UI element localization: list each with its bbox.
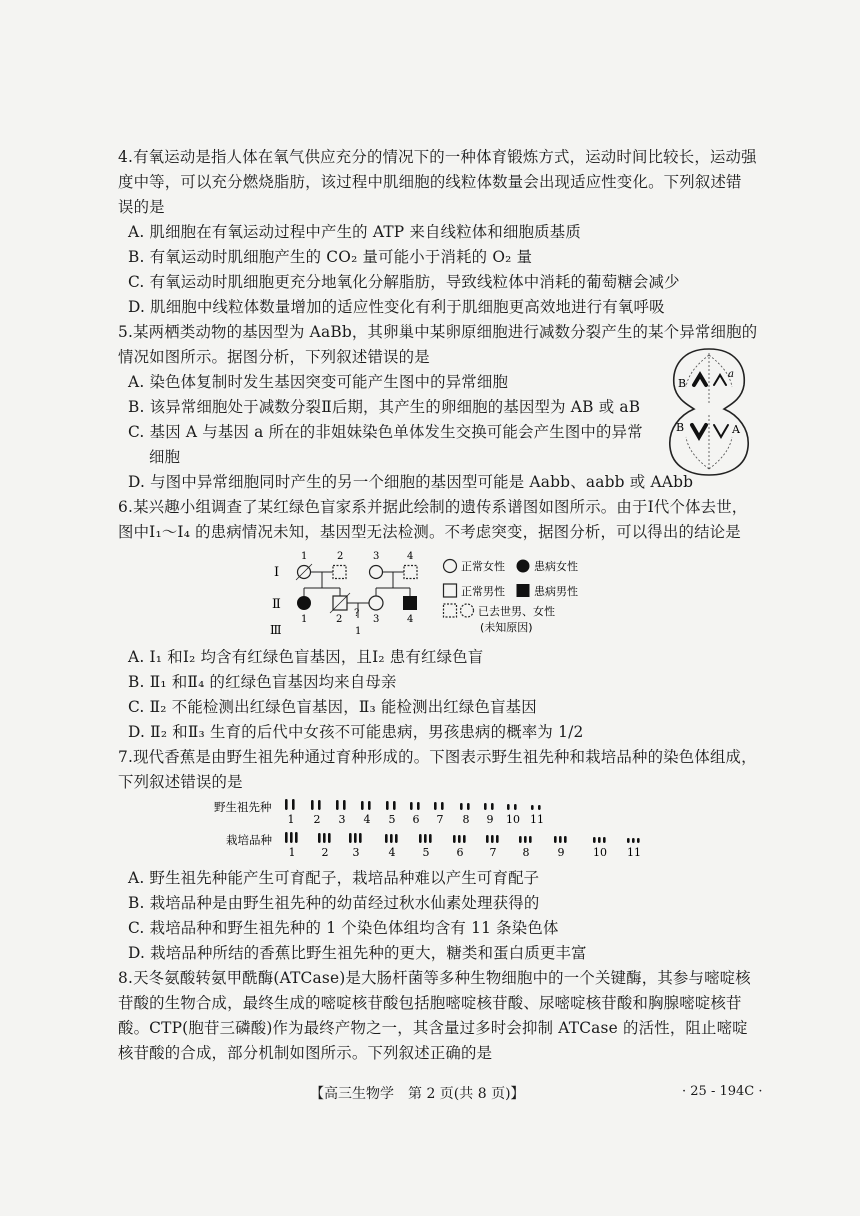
iii1-number: 1 [355,626,362,636]
legend-normal-female-label: 正常女性 [461,560,505,573]
wild-ancestor-label: 野生祖先种 [214,800,272,814]
ii1-number: 1 [301,614,308,625]
wild-chromosome-number: 7 [436,813,444,826]
legend-normal-female-symbol [444,560,457,573]
cultivar-chromosome-number: 2 [321,846,329,858]
karyotype-figure [210,796,650,858]
cultivar-chromosome-number: 4 [388,846,396,858]
cultivar-chromosome [395,834,398,843]
cultivar-chromosome-number: 9 [557,846,565,858]
i3-deceased-female [370,566,383,579]
gene-label-a-bottom: A [732,423,740,436]
gene-label-a-top: a [728,369,734,380]
wild-chromosome [311,800,314,810]
wild-chromosome [393,801,396,810]
wild-chromosome-number: 11 [530,813,544,826]
page-footer: 【高三生物学 第 2 页(共 8 页)】 [310,1086,525,1102]
wild-chromosome [514,804,517,810]
q7-option-c: C. 栽培品种和野生祖先种的 1 个染色体组均含有 11 条染色体 [128,919,559,937]
q6-stem-line1: 6.某兴趣小组调查了某红绿色盲家系并据此绘制的遗传系谱图如图所示。由于Ⅰ代个体去世， [118,498,748,516]
wild-chromosome [336,800,339,810]
legend-affected-female-label: 患病女性 [534,560,578,573]
wild-chromosome-number: 6 [412,813,420,826]
cultivar-chromosome [486,835,489,843]
cultivar-chromosome [390,834,393,843]
wild-chromosome-number: 8 [462,813,470,826]
legend-deceased-female-symbol [461,604,474,617]
legend-deceased-male-symbol [444,604,457,617]
cultivar-chromosome [354,833,357,843]
legend-normal-male-symbol [444,584,457,597]
i4-deceased-male [404,566,417,579]
wild-chromosome [410,802,413,810]
q7-stem-line1: 7.现代香蕉是由野生祖先种通过育种形成的。下图表示野生祖先种和栽培品种的染色体组成， [118,748,757,766]
q5-stem-line1: 5.某两栖类动物的基因型为 AaBb，其卵巢中某卵原细胞进行减数分裂产生的某个异常细胞的 [118,323,758,341]
q4-option-b: B. 有氧运动时肌细胞产生的 CO₂ 量可能小于消耗的 O₂ 量 [128,248,533,266]
wild-chromosome-row [285,799,541,810]
wild-chromosome [343,800,346,810]
wild-chromosome-number: 10 [506,813,520,826]
q4-stem-line3: 误的是 [118,198,165,216]
cultivar-label: 栽培品种 [226,833,272,847]
q7-option-b: B. 栽培品种是由野生祖先种的幼苗经过秋水仙素处理获得的 [128,894,540,912]
cultivar-chromosome [453,835,456,843]
q5-option-c-line2: 细胞 [149,448,181,466]
cultivar-chromosome-number: 1 [288,846,296,858]
cultivar-chromosome-numbers [289,846,642,858]
cultivar-chromosome-number: 3 [352,846,360,858]
legend-deceased-note: (未知原因) [480,621,533,634]
wild-chromosome [318,800,321,810]
cultivar-chromosome [429,834,432,843]
q5-option-b: B. 该异常细胞处于减数分裂Ⅱ后期，其产生的卵细胞的基因型为 AB 或 aB [128,398,641,416]
wild-chromosome [361,801,364,810]
gene-label-b-top: B [678,377,687,390]
legend-affected-male-symbol [517,584,530,597]
cultivar-chromosome [598,837,601,843]
q5-stem-line2: 情况如图所示。据图分析，下列叙述错误的是 [118,348,430,366]
wild-chromosome [531,805,534,810]
wild-chromosome [368,801,371,810]
cultivar-chromosome [323,833,326,843]
wild-chromosome [417,802,420,810]
wild-chromosome [386,801,389,810]
wild-chromosome-number: 1 [287,813,295,826]
q8-stem-line1: 8.天冬氨酸转氨甲酰酶(ATCase)是大肠杆菌等多种生物细胞中的一个关键酶，其参与嘧啶核 [118,969,751,987]
cultivar-chromosome-row [285,832,640,843]
q7-option-d: D. 栽培品种所结的香蕉比野生祖先种的更大，糖类和蛋白质更丰富 [128,944,587,962]
legend-affected-male-label: 患病男性 [534,585,578,598]
wild-chromosome [460,803,463,810]
wild-chromosome-numbers [288,813,545,826]
generation-iii-label: Ⅲ [270,623,282,636]
wild-chromosome-number: 5 [388,813,396,826]
cultivar-chromosome [603,837,606,843]
q4-stem-line1: 4.有氧运动是指人体在氧气供应充分的情况下的一种体育锻炼方式，运动时间比较长，运动强 [118,148,757,166]
q8-stem-line2: 苷酸的生物合成，最终生成的嘧啶核苷酸包括胞嘧啶核苷酸、尿嘧啶核苷酸和胸腺嘧啶核苷 [118,994,742,1012]
q6-option-b: B. Ⅱ₁ 和Ⅱ₄ 的红绿色盲基因均来自母亲 [128,673,397,691]
cultivar-chromosome-number: 8 [522,846,530,858]
cultivar-chromosome-number: 11 [627,846,641,858]
dividing-cell-figure [666,345,752,477]
cultivar-chromosome-number: 5 [422,846,430,858]
i2-deceased-male [333,566,346,579]
legend-normal-male-label: 正常男性 [461,585,505,598]
cultivar-chromosome [295,832,298,843]
wild-chromosome [507,804,510,810]
ii1-affected-female [297,596,311,610]
cultivar-chromosome [349,833,352,843]
wild-chromosome [434,802,437,810]
cultivar-chromosome [496,835,499,843]
cultivar-chromosome [491,835,494,843]
q7-option-a: A. 野生祖先种能产生可育配子，栽培品种难以产生可育配子 [128,869,540,887]
cultivar-chromosome [637,838,640,843]
cultivar-chromosome-number: 6 [456,846,464,858]
cultivar-chromosome [524,836,527,843]
cultivar-chromosome [318,833,321,843]
wild-chromosome [292,799,295,810]
q6-stem-line2: 图中Ⅰ₁～Ⅰ₄ 的患病情况未知，基因型无法检测。不考虑突变，据图分析，可以得出的结论是 [118,523,741,541]
q7-stem-line2: 下列叙述错误的是 [118,773,243,791]
q5-option-c-line1: C. 基因 A 与基因 a 所在的非姐妹染色单体发生交换可能会产生图中的异常 [128,423,643,441]
gene-label-b-bottom: B [676,421,685,434]
pedigree-chart [268,546,598,636]
q6-option-c: C. Ⅱ₂ 不能检测出红绿色盲基因，Ⅱ₃ 能检测出红绿色盲基因 [128,698,537,716]
ii2-number: 2 [336,614,343,625]
i2-number: 2 [337,551,344,562]
wild-chromosome-number: 4 [363,813,371,826]
cultivar-chromosome [419,834,422,843]
wild-chromosome [491,803,494,810]
q8-stem-line4: 核苷酸的合成，部分机制如图所示。下列叙述正确的是 [118,1044,493,1062]
ii4-affected-male [403,596,417,610]
wild-chromosome-number: 2 [313,813,321,826]
cultivar-chromosome [359,833,362,843]
cultivar-chromosome-number: 7 [489,846,497,858]
cultivar-chromosome [554,836,557,843]
cultivar-chromosome [593,837,596,843]
cultivar-chromosome [458,835,461,843]
cultivar-chromosome [627,838,630,843]
cultivar-chromosome [559,836,562,843]
wild-chromosome [484,803,487,810]
exam-code: · 25 - 194C · [682,1084,763,1099]
wild-chromosome [441,802,444,810]
cultivar-chromosome [463,835,466,843]
ii3-number: 3 [373,614,380,625]
cultivar-chromosome-number: 10 [593,846,607,858]
ii3-normal-female [369,596,383,610]
cultivar-chromosome [285,832,288,843]
cultivar-chromosome [529,836,532,843]
q4-option-c: C. 有氧运动时肌细胞更充分地氧化分解脂肪，导致线粒体中消耗的葡萄糖会减少 [128,273,680,291]
i1-number: 1 [301,551,308,562]
wild-chromosome-number: 9 [486,813,494,826]
wild-chromosome [467,803,470,810]
cultivar-chromosome [424,834,427,843]
cultivar-chromosome [632,838,635,843]
cultivar-chromosome [519,836,522,843]
q4-stem-line2: 度中等，可以充分燃烧脂肪，该过程中肌细胞的线粒体数量会出现适应性变化。下列叙述错 [118,173,742,191]
wild-chromosome-number: 3 [338,813,346,826]
legend-deceased-label: 已去世男、女性 [478,605,555,618]
generation-i-label: Ⅰ [274,565,280,580]
q6-option-d: D. Ⅱ₂ 和Ⅱ₃ 生育的后代中女孩不可能患病，男孩患病的概率为 1/2 [128,723,584,741]
cultivar-chromosome [290,832,293,843]
q4-option-a: A. 肌细胞在有氧运动过程中产生的 ATP 来自线粒体和细胞质基质 [128,223,581,241]
q8-stem-line3: 酸。CTP(胞苷三磷酸)作为最终产物之一，其含量过多时会抑制 ATCase 的活性，阻止嘧啶 [118,1019,748,1037]
wild-chromosome [285,799,288,810]
wild-chromosome [538,805,541,810]
cultivar-chromosome [328,833,331,843]
cultivar-chromosome [385,834,388,843]
cultivar-chromosome [564,836,567,843]
generation-ii-label: Ⅱ [272,597,281,612]
iii1-unknown-mark: ? [354,608,360,619]
i3-number: 3 [373,551,380,562]
ii4-number: 4 [407,614,414,625]
q5-option-d: D. 与图中异常细胞同时产生的另一个细胞的基因型可能是 Aabb、aabb 或 AAbb [128,473,694,491]
i4-number: 4 [407,551,414,562]
q4-option-d: D. 肌细胞中线粒体数量增加的适应性变化有利于肌细胞更高效地进行有氧呼吸 [128,298,665,316]
q5-option-a: A. 染色体复制时发生基因突变可能产生图中的异常细胞 [128,373,509,391]
q6-option-a: A. Ⅰ₁ 和Ⅰ₂ 均含有红绿色盲基因，且Ⅰ₂ 患有红绿色盲 [128,648,484,666]
legend-affected-female-symbol [517,560,530,573]
